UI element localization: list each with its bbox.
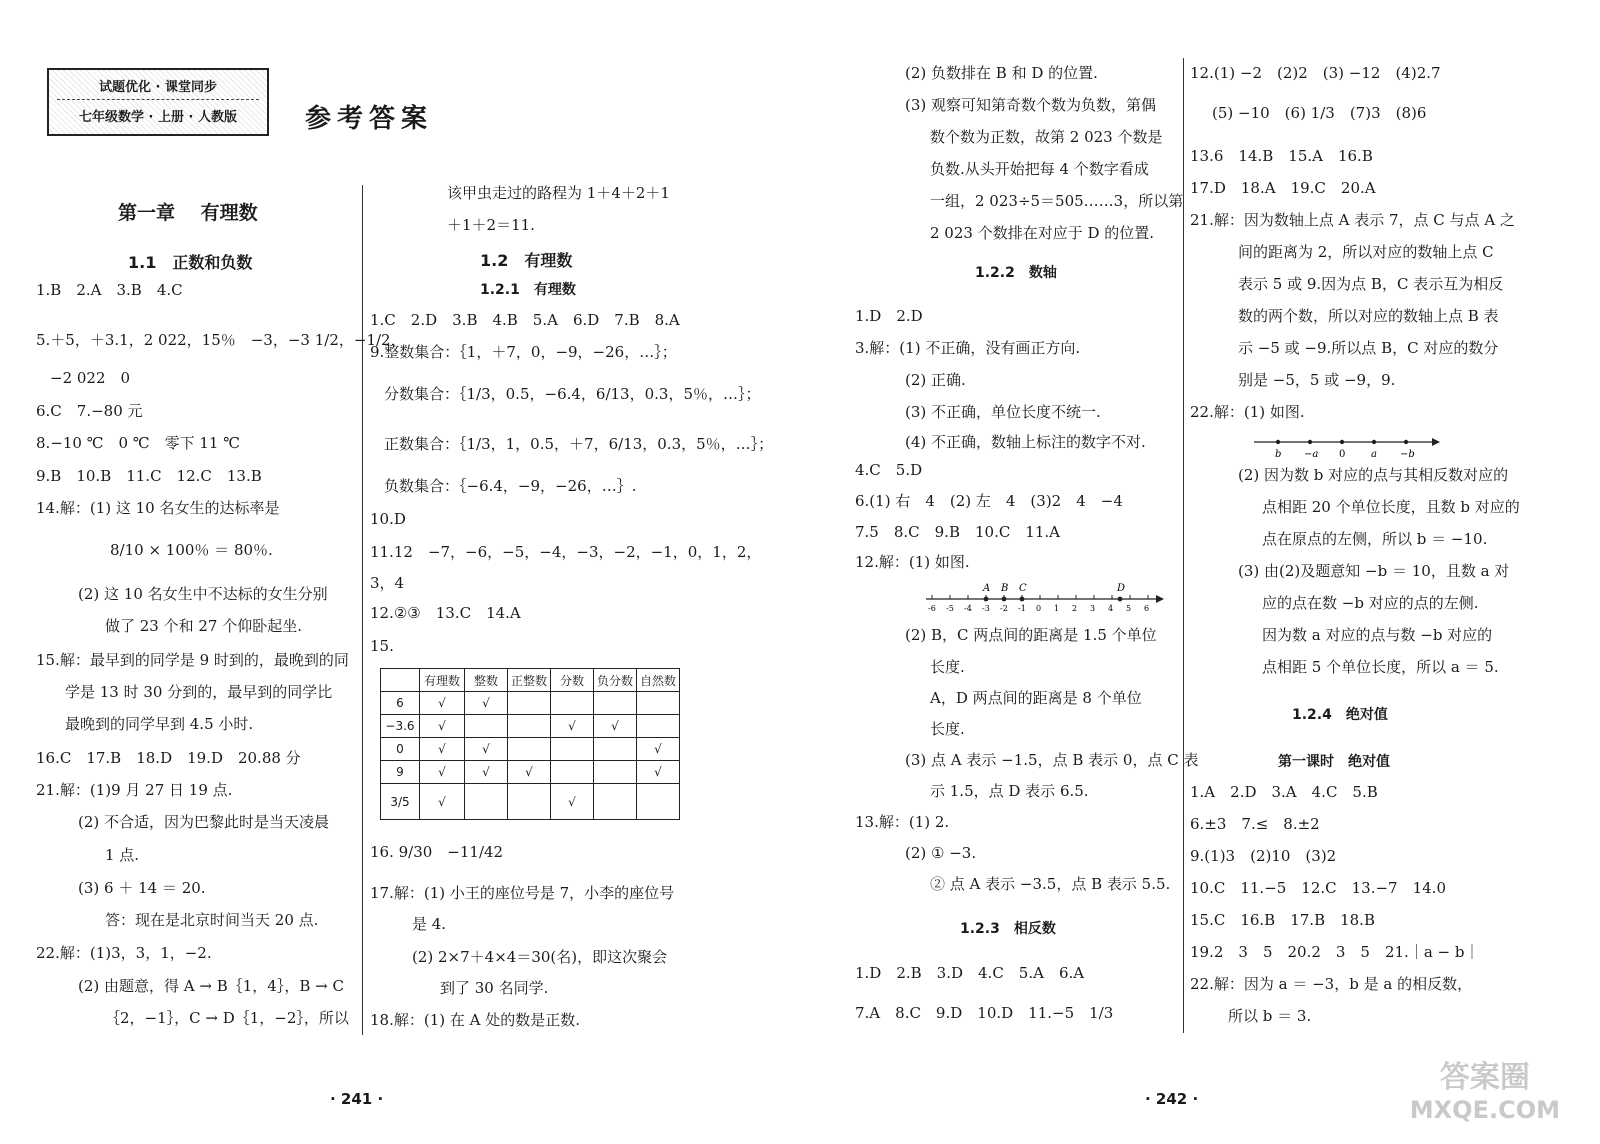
table-cell: √ bbox=[465, 692, 508, 715]
answer-line: ｛2，−1｝，C → D｛1，−2｝，所以 bbox=[105, 1009, 349, 1027]
answer-line: (3) 6 ＋ 14 ＝ 20. bbox=[78, 879, 206, 897]
answer-line: 答：现在是北京时间当天 20 点. bbox=[105, 911, 319, 929]
table-row bbox=[381, 784, 680, 820]
answer-line: 数的两个数，所以对应的数轴上点 B 表 bbox=[1238, 307, 1499, 325]
series-badge bbox=[47, 68, 269, 136]
table-header-cell: 自然数 bbox=[637, 669, 680, 692]
subsection-heading: 1.2.1 有理数 bbox=[480, 282, 576, 298]
axis-tick-label: 4 bbox=[1108, 604, 1114, 613]
answer-line: 数个数为正数，故第 2 023 个数是 bbox=[930, 128, 1163, 146]
axis-tick-label: 2 bbox=[1072, 604, 1078, 613]
answer-line: 是 4. bbox=[412, 915, 447, 933]
axis-label: −a bbox=[1304, 449, 1319, 460]
table-cell: √ bbox=[594, 715, 637, 738]
axis-label: −b bbox=[1400, 449, 1415, 460]
answer-line: 正数集合：｛1/3，1，0.5，＋7，6/13，0.3，5％，…｝； bbox=[384, 435, 774, 453]
answer-line: 别是 −5，5 或 −9，9. bbox=[1238, 371, 1396, 389]
point-C-dot bbox=[1020, 597, 1025, 602]
table-cell bbox=[594, 692, 637, 715]
answer-line: (2) 不合适，因为巴黎此时是当天凌晨 bbox=[78, 813, 330, 831]
subsection-heading: 第一课时 绝对值 bbox=[1278, 754, 1390, 770]
number-line-figure bbox=[1250, 432, 1450, 462]
answer-line: (3) 点 A 表示 −1.5，点 B 表示 0，点 C 表 bbox=[905, 751, 1199, 769]
table-cell bbox=[465, 784, 508, 820]
answer-line: 16. 9/30 −11/42 bbox=[370, 843, 504, 861]
answer-line: 学是 13 时 30 分到的，最早到的同学比 bbox=[65, 683, 333, 701]
site-watermark bbox=[1410, 1062, 1560, 1126]
answer-line: 长度. bbox=[930, 720, 965, 738]
point-A-label: A bbox=[983, 583, 991, 594]
table-cell bbox=[551, 761, 594, 784]
answer-line: 6.(1) 右 4 (2) 左 4 (3)2 4 −4 bbox=[855, 492, 1123, 510]
axis-tick-label: 5 bbox=[1126, 604, 1132, 613]
table-cell: √ bbox=[508, 761, 551, 784]
table-cell: √ bbox=[637, 761, 680, 784]
axis-tick-label: 6 bbox=[1144, 604, 1150, 613]
answer-line: (3) 不正确，单位长度不统一. bbox=[905, 403, 1101, 421]
point-b-dot bbox=[1276, 440, 1280, 444]
axis-tick-label: -3 bbox=[982, 604, 990, 613]
answer-line: 14.解：(1) 这 10 名女生的达标率是 bbox=[36, 499, 280, 517]
table-cell bbox=[637, 692, 680, 715]
table-cell bbox=[508, 715, 551, 738]
table-cell: 9 bbox=[381, 761, 420, 784]
table-header-cell: 有理数 bbox=[420, 669, 465, 692]
answer-line: 13.6 14.B 15.A 16.B bbox=[1190, 147, 1373, 165]
axis-arrow bbox=[1156, 595, 1164, 603]
answer-line: 做了 23 个和 27 个仰卧起坐. bbox=[105, 617, 303, 635]
table-cell bbox=[465, 715, 508, 738]
table-header-cell: 分数 bbox=[551, 669, 594, 692]
answer-line: 8.−10 ℃ 0 ℃ 零下 11 ℃ bbox=[36, 434, 241, 452]
answer-line: 6.±3 7.≤ 8.±2 bbox=[1190, 815, 1320, 833]
subsection-heading: 1.2.4 绝对值 bbox=[1292, 707, 1388, 723]
answer-line: 2 023 个数排在对应于 D 的位置. bbox=[930, 224, 1155, 242]
answer-line: 5.＋5，＋3.1，2 022，15％ −3，−3 1/2，−1/2， bbox=[36, 331, 406, 349]
axis-tick-label: -1 bbox=[1018, 604, 1026, 613]
point-C-label: C bbox=[1019, 583, 1027, 594]
number-classification-table bbox=[380, 668, 680, 820]
table-cell: √ bbox=[420, 784, 465, 820]
answer-line: 11.12 −7，−6，−5，−4，−3，−2，−1，0，1，2， bbox=[370, 543, 762, 561]
answer-line: 3.解：(1) 不正确，没有画正方向. bbox=[855, 339, 1081, 357]
point-D-label: D bbox=[1117, 583, 1126, 594]
table-header-row bbox=[381, 669, 680, 692]
subsection-heading: 1.2.3 相反数 bbox=[960, 921, 1056, 937]
point-neg-a-dot bbox=[1308, 440, 1312, 444]
answer-line: 示 −5 或 −9.所以点 B，C 对应的数分 bbox=[1238, 339, 1499, 357]
answer-line: 9.整数集合：｛1，＋7，0，−9，−26，…｝； bbox=[370, 343, 677, 361]
point-B-label: B bbox=[1001, 583, 1009, 594]
answer-line: 10.C 11.−5 12.C 13.−7 14.0 bbox=[1190, 879, 1446, 897]
axis-tick-label: 3 bbox=[1090, 604, 1096, 613]
table-row bbox=[381, 715, 680, 738]
number-line-figure bbox=[920, 578, 1170, 618]
point-neg-b-dot bbox=[1404, 440, 1408, 444]
table-cell: √ bbox=[465, 761, 508, 784]
table-cell bbox=[508, 784, 551, 820]
answer-line: 17.D 18.A 19.C 20.A bbox=[1190, 179, 1376, 197]
table-cell bbox=[594, 784, 637, 820]
answer-line: 4.C 5.D bbox=[855, 461, 923, 479]
answer-line: 该甲虫走过的路程为 1＋4＋2＋1 bbox=[447, 184, 670, 202]
page-number-left: · 241 · bbox=[330, 1090, 384, 1108]
answer-line: 22.解：(1)3，3，1，−2. bbox=[36, 944, 212, 962]
answer-line: 示 1.5，点 D 表示 6.5. bbox=[930, 782, 1089, 800]
table-cell: 6 bbox=[381, 692, 420, 715]
table-cell: −3.6 bbox=[381, 715, 420, 738]
table-row bbox=[381, 692, 680, 715]
answer-line: 15.C 16.B 17.B 18.B bbox=[1190, 911, 1375, 929]
point-a-dot bbox=[1372, 440, 1376, 444]
axis-label: b bbox=[1275, 449, 1282, 460]
answer-line: (2) 由题意，得 A → B｛1，4｝，B → C bbox=[78, 977, 344, 995]
answer-line: 1.D 2.B 3.D 4.C 5.A 6.A bbox=[855, 964, 1085, 982]
answer-line: 9.B 10.B 11.C 12.C 13.B bbox=[36, 467, 262, 485]
point-B-dot bbox=[1002, 597, 1007, 602]
answer-line: (2) 正确. bbox=[905, 371, 966, 389]
answer-line: 19.2 3 5 20.2 3 5 21.｜a − b｜ bbox=[1190, 943, 1480, 961]
answer-line: 12.(1) −2 (2)2 (3) −12 (4)2.7 bbox=[1190, 64, 1441, 82]
answer-line: (3) 观察可知第奇数个数为负数，第偶 bbox=[905, 96, 1157, 114]
axis-tick-label: 0 bbox=[1036, 604, 1042, 613]
table-cell bbox=[508, 692, 551, 715]
point-D-dot bbox=[1118, 597, 1123, 602]
answer-line: (2) B，C 两点间的距离是 1.5 个单位 bbox=[905, 626, 1157, 644]
answer-line: 1 点. bbox=[105, 846, 140, 864]
answer-line: 3，4 bbox=[370, 574, 405, 592]
answer-line: 8/10 × 100％ ＝ 80％. bbox=[110, 541, 273, 559]
answer-line: 应的点在数 −b 对应的点的左侧. bbox=[1262, 594, 1479, 612]
axis-tick-label: 1 bbox=[1054, 604, 1060, 613]
answer-line: −2 022 0 bbox=[50, 369, 131, 387]
answer-line: (4) 不正确，数轴上标注的数字不对. bbox=[905, 433, 1146, 451]
answer-line: 22.解：因为 a ＝ −3，b 是 a 的相反数， bbox=[1190, 975, 1473, 993]
answer-line: 18.解：(1) 在 A 处的数是正数. bbox=[370, 1011, 581, 1029]
answer-line: (2) 2×7＋4×4＝30(名)，即这次聚会 bbox=[412, 948, 668, 966]
table-cell: √ bbox=[420, 715, 465, 738]
axis-tick-label: -4 bbox=[964, 604, 972, 613]
answer-line: 15. bbox=[370, 637, 394, 655]
table-header-cell: 负分数 bbox=[594, 669, 637, 692]
answer-line: (5) −10 (6) 1/3 (7)3 (8)6 bbox=[1212, 104, 1427, 122]
answer-line: 1.D 2.D bbox=[855, 307, 923, 325]
table-cell bbox=[594, 761, 637, 784]
table-row bbox=[381, 761, 680, 784]
answer-line: 间的距离为 2，所以对应的数轴上点 C bbox=[1238, 243, 1494, 261]
page-title: 参考答案 bbox=[305, 104, 434, 134]
answer-line: 负数.从头开始把每 4 个数字看成 bbox=[930, 160, 1149, 178]
point-A-dot bbox=[984, 597, 989, 602]
table-header-cell bbox=[381, 669, 420, 692]
table-cell: √ bbox=[551, 715, 594, 738]
answer-line: ＋1＋2＝11. bbox=[447, 216, 535, 234]
table-cell: √ bbox=[551, 784, 594, 820]
answer-line: A，D 两点间的距离是 8 个单位 bbox=[930, 689, 1142, 707]
table-header-cell: 正整数 bbox=[508, 669, 551, 692]
answer-line: 到了 30 名同学. bbox=[440, 979, 549, 997]
answer-line: (2) 这 10 名女生中不达标的女生分别 bbox=[78, 585, 328, 603]
axis-arrow bbox=[1432, 438, 1440, 446]
table-cell bbox=[508, 738, 551, 761]
answer-line: 一组，2 023÷5＝505……3，所以第 bbox=[930, 192, 1184, 210]
answer-line: (2) ① −3. bbox=[905, 844, 977, 862]
answer-line: 12.解：(1) 如图. bbox=[855, 553, 970, 571]
table-header-cell: 整数 bbox=[465, 669, 508, 692]
answer-line: 16.C 17.B 18.D 19.D 20.88 分 bbox=[36, 749, 301, 767]
table-cell: √ bbox=[420, 761, 465, 784]
answer-line: 17.解：(1) 小王的座位号是 7，小李的座位号 bbox=[370, 884, 675, 902]
answer-line: 最晚到的同学早到 4.5 小时. bbox=[65, 715, 254, 733]
answer-line: 1.A 2.D 3.A 4.C 5.B bbox=[1190, 783, 1378, 801]
table-cell: √ bbox=[465, 738, 508, 761]
table-cell: √ bbox=[637, 738, 680, 761]
answer-line: 分数集合：｛1/3，0.5，−6.4，6/13，0.3，5％，…｝； bbox=[384, 385, 761, 403]
table-cell: √ bbox=[420, 692, 465, 715]
watermark-line1: 答案圈 bbox=[1439, 1060, 1530, 1095]
section-heading: 1.2 有理数 bbox=[480, 251, 573, 270]
answer-line: 7.5 8.C 9.B 10.C 11.A bbox=[855, 523, 1060, 541]
section-heading: 1.1 正数和负数 bbox=[128, 253, 253, 272]
column-divider bbox=[362, 185, 363, 1035]
answer-line: 22.解：(1) 如图. bbox=[1190, 403, 1305, 421]
watermark-line2: MXQE.COM bbox=[1409, 1096, 1560, 1124]
badge-line2: 七年级数学 · 上册 · 人教版 bbox=[79, 110, 237, 125]
axis-tick-label: -6 bbox=[928, 604, 936, 613]
answer-line: 6.C 7.−80 元 bbox=[36, 402, 143, 420]
answer-line: 因为数 a 对应的点与数 −b 对应的 bbox=[1262, 626, 1493, 644]
axis-tick-label: -5 bbox=[946, 604, 954, 613]
answer-line: 点在原点的左侧，所以 b ＝ −10. bbox=[1262, 530, 1488, 548]
answer-line: 长度. bbox=[930, 658, 965, 676]
answer-line: 13.解：(1) 2. bbox=[855, 813, 950, 831]
table-row bbox=[381, 738, 680, 761]
table-cell bbox=[637, 784, 680, 820]
answer-line: 点相距 20 个单位长度，且数 b 对应的 bbox=[1262, 498, 1520, 516]
answer-line: (3) 由(2)及题意知 −b ＝ 10，且数 a 对 bbox=[1238, 562, 1510, 580]
badge-divider bbox=[57, 99, 259, 100]
answer-line: 所以 b ＝ 3. bbox=[1228, 1007, 1312, 1025]
axis-tick-label: -2 bbox=[1000, 604, 1008, 613]
answer-line: 12.②③ 13.C 14.A bbox=[370, 604, 521, 622]
answer-line: (2) 负数排在 B 和 D 的位置. bbox=[905, 64, 1098, 82]
table-cell: √ bbox=[420, 738, 465, 761]
answer-line: 21.解：(1)9 月 27 日 19 点. bbox=[36, 781, 233, 799]
answer-line: 表示 5 或 9.因为点 B，C 表示互为相反 bbox=[1238, 275, 1504, 293]
axis-label: 0 bbox=[1339, 449, 1346, 460]
badge-line1: 试题优化 · 课堂同步 bbox=[99, 80, 217, 95]
answer-line: 负数集合：｛−6.4，−9，−26，…｝. bbox=[384, 477, 637, 495]
answer-line: 1.C 2.D 3.B 4.B 5.A 6.D 7.B 8.A bbox=[370, 311, 680, 329]
table-cell: 3/5 bbox=[381, 784, 420, 820]
origin-dot bbox=[1340, 440, 1344, 444]
answer-line: 15.解：最早到的同学是 9 时到的，最晚到的同 bbox=[36, 651, 349, 669]
page-number-right: · 242 · bbox=[1145, 1090, 1199, 1108]
table-cell: 0 bbox=[381, 738, 420, 761]
answer-line: 10.D bbox=[370, 510, 406, 528]
table-cell bbox=[551, 692, 594, 715]
subsection-heading: 1.2.2 数轴 bbox=[975, 265, 1057, 281]
answer-line: 点相距 5 个单位长度，所以 a ＝ 5. bbox=[1262, 658, 1499, 676]
answer-line: (2) 因为数 b 对应的点与其相反数对应的 bbox=[1238, 466, 1509, 484]
table-cell bbox=[594, 738, 637, 761]
chapter-title: 第一章 有理数 bbox=[118, 202, 258, 224]
table-cell bbox=[637, 715, 680, 738]
answer-line: 1.B 2.A 3.B 4.C bbox=[36, 281, 183, 299]
answer-line: 21.解：因为数轴上点 A 表示 7，点 C 与点 A 之 bbox=[1190, 211, 1515, 229]
answer-line: 9.(1)3 (2)10 (3)2 bbox=[1190, 847, 1337, 865]
table-cell bbox=[551, 738, 594, 761]
axis-label: a bbox=[1371, 449, 1377, 460]
answer-line: ② 点 A 表示 −3.5，点 B 表示 5.5. bbox=[930, 875, 1171, 893]
answer-line: 7.A 8.C 9.D 10.D 11.−5 1/3 bbox=[855, 1004, 1114, 1022]
